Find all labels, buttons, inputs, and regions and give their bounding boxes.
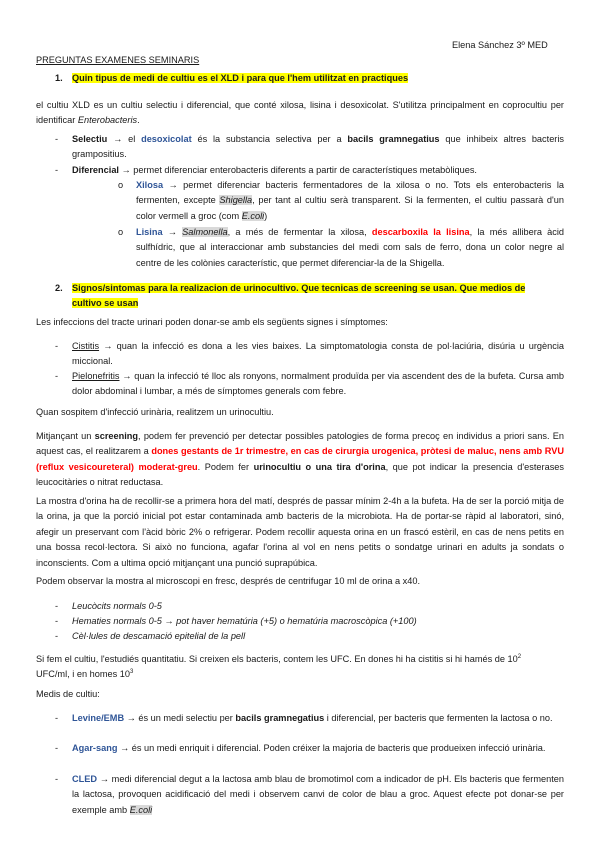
bullet-circle: o <box>118 180 124 190</box>
agar-sang-item <box>72 741 564 756</box>
q2-intro: Les infeccions del tracte urinari poden donar-se amb els següents signes i símptomes: <box>36 317 388 327</box>
cultiu-text-2: UFC/ml, i en homes 10 <box>36 669 130 680</box>
ecoli-term: E.coli <box>241 210 265 221</box>
lisina-text-2: , a més de fermentar la xilosa, <box>227 227 372 237</box>
agar-sang-label: Agar-sang <box>72 743 118 753</box>
bullet-dash: - <box>55 743 59 753</box>
desoxicolat-term: desoxicolat <box>141 134 192 144</box>
selectiu-text-3: que inhibeix altres bacteris grampositius. <box>72 134 564 160</box>
q1-selectiu-item <box>72 132 564 163</box>
cultiu-text-1: Si fem el cultiu, l'estudiés quantitatiu. Si creixen els bacteris, contem les UFC. En dones hi ha cistitis si hi hamés de 10 <box>36 654 518 664</box>
micro-item-cellules: Cèl·lules de descamació epitelial de la pell <box>72 631 246 641</box>
q1-diferencial-item <box>72 163 564 178</box>
bullet-dash: - <box>55 134 59 144</box>
q1-intro-end: . <box>137 115 140 126</box>
pielonefritis-text: → quan la infecció té lloc als ronyons, normalment produïda per via ascendent des de la bufeta. Cursa amb dolor abdominal i lumbar, a més de símptomes generals com febre. <box>72 371 564 397</box>
screening-tests: urinocultiu o una tira d'orina <box>253 461 386 472</box>
levine-item <box>72 711 564 726</box>
screening-text-3: . Podem fer <box>197 461 254 472</box>
q1-heading <box>72 71 408 86</box>
cled-ecoli-term: E.coli <box>129 804 153 815</box>
screening-risk-groups: dones gestants de 1r trimestre, en cas de cirurgia urogenica, pròtesi de maluc, nens amb RVU (reflux vesicoureteral) moderat-greu <box>36 446 564 472</box>
q2-number: 2. <box>55 283 63 293</box>
q1-xilosa-item <box>136 178 564 224</box>
author-name: Elena Sánchez 3º MED <box>452 40 548 50</box>
screening-text-2: , podem fer prevenció per detectar possibles patologies de forma precoç en individus a priori sans. En aquest cas, el realitzarem a <box>36 431 564 457</box>
q2-heading <box>72 281 572 312</box>
levine-text-1: → és un medi selectiu per <box>124 713 236 723</box>
micro-item-hematies: Hematies normals 0-5 → pot haver hematúria (+5) o hematúria macroscòpica (+100) <box>72 616 417 626</box>
selectiu-label: Selectiu <box>72 134 108 144</box>
diferencial-text: → permet diferenciar enterobacteris diferents a partir de característiques metabòliques. <box>118 165 477 175</box>
diferencial-label: Diferencial <box>72 165 119 175</box>
q2-paragraph-urinocultiu: Quan sospitem d'infecció urinària, realitzem un urinocultiu. <box>36 407 274 417</box>
bullet-dash: - <box>55 713 59 723</box>
q2-paragraph-mostra: La mostra d'orina ha de recollir-se a primera hora del matí, després de passar mínim 2-4h a la bufeta. Ha de ser la porció mitja de la orina, ja que la porció inicial pot estar contaminada amb bacteris de la microbiota. Ha de portar-se ràpid al laboratori, sinó, afegir un preservant com l'àcid bòric 2% o refrigerar. Podem recollir aquesta orina en un frascó estèril, en cas de nens petits en una bossa recol·lectora. Si això no funciona, agafar l'orina al vol en nens petits o sondatge urinari en adults ja sondats o inconscients. Com a ultima opció mitjançant una punció suprapúbica. <box>36 496 564 568</box>
cled-label: CLED <box>72 774 98 784</box>
q1-intro-text: el cultiu XLD es un cultiu selectiu i diferencial, que conté xilosa, lisina i desoxicolat. S'utilitza principalment en coprocultiu per identificar <box>36 100 564 126</box>
lisina-text-3: , la més allibera àcid sulfhídric, que al interaccionar amb substancies del medi com sals de ferro, dona un color negre al centre de les colònies característic, que permet diferenciar-la de la Shigella. <box>136 227 564 268</box>
lisina-label: Lisina <box>136 227 163 237</box>
bullet-circle: o <box>118 227 124 237</box>
cistitis-text: → quan la infecció es dona a les vies baixes. La simptomatologia consta de pol·laciúria, disúria u urgència miccional. <box>72 341 564 367</box>
pielonefritis-item <box>72 369 564 400</box>
agar-sang-text: → és un medi enriquit i diferencial. Poden créixer la majoria de bacteris que produeixen infecció urinària. <box>117 743 546 753</box>
shigella-term: Shigella <box>219 195 253 206</box>
q1-intro-italic: Enterobacteris <box>77 115 138 126</box>
descarboxila-term: descarboxila la lisina <box>371 227 470 237</box>
xilosa-text-2: , per tant al cultiu serà transparent. Si la fermenten, el cultiu passarà d'un color vermell a groc (com <box>136 195 564 221</box>
bullet-dash: - <box>55 616 59 626</box>
selectiu-bold: bacils gramnegatius <box>347 134 440 144</box>
levine-bold: bacils gramnegatius <box>235 713 325 723</box>
bullet-dash: - <box>55 371 59 381</box>
cultiu-exponent-2: 3 <box>129 669 134 676</box>
cistitis-label: Cistitis <box>72 341 100 351</box>
cultiu-exponent-1: 2 <box>517 653 522 660</box>
salmonella-term: Salmonella <box>182 227 228 237</box>
xilosa-label: Xilosa <box>136 180 164 190</box>
q2-paragraph-cultiu <box>36 652 564 683</box>
bullet-dash: - <box>55 165 59 175</box>
bullet-dash: - <box>55 601 59 611</box>
screening-text-1: Mitjançant un <box>36 431 95 441</box>
bullet-dash: - <box>55 631 59 641</box>
xilosa-text-1: → permet diferenciar bacteris fermentadores de la xilosa o no. Tots els enterobacteris la fermenten, excepte <box>136 180 564 206</box>
q1-intro <box>36 98 564 129</box>
pielonefritis-label: Pielonefritis <box>72 371 120 381</box>
levine-text-2: i diferencial, per bacteris que fermenten la lactosa o no. <box>324 713 553 723</box>
bullet-dash: - <box>55 774 59 784</box>
screening-term: screening <box>94 431 139 441</box>
q2-paragraph-screening <box>36 429 564 491</box>
levine-label: Levine/EMB <box>72 713 125 723</box>
micro-item-leucocits: Leucòcits normals 0-5 <box>72 601 162 611</box>
selectiu-text-2: és la substancia selectiva per a <box>191 134 348 144</box>
q1-lisina-item <box>136 225 564 271</box>
q2-title-line-1: Signos/sintomas para la realizacion de urinocultivo. Que tecnicas de screening se usan. Que medios de <box>72 283 526 293</box>
selectiu-text-1: → el <box>107 134 142 144</box>
cled-item <box>72 772 564 818</box>
bullet-dash: - <box>55 341 59 351</box>
screening-text-4: , que pot indicar la presencia d'esterases leucocitàries o nitrat reductasa. <box>36 461 564 488</box>
cistitis-item <box>72 339 564 370</box>
cled-text: → medi diferencial degut a la lactosa amb blau de bromotimol com a indicador de pH. Els bacteris que fermenten la lactosa, provoquen acidificació del medi i observem canvi de color de blau a groc. Aquest efecte pot donar-se per exemple amb <box>72 774 564 815</box>
xilosa-text-3: ) <box>264 210 268 221</box>
lisina-text-1: → <box>162 227 183 237</box>
q2-paragraph-microscopi: Podem observar la mostra al microscopi en fresc, després de centrifugar 10 ml de orina a x40. <box>36 576 421 586</box>
q1-number: 1. <box>55 73 63 83</box>
q1-title: Quin tipus de medi de cultiu es el XLD i para que l'hem utilitzat en practiques <box>72 73 409 83</box>
document-title: PREGUNTAS EXAMENES SEMINARIS <box>36 55 200 65</box>
q2-medis-heading: Medis de cultiu: <box>36 689 100 699</box>
q2-title-line-2: cultivo se usan <box>72 298 139 309</box>
